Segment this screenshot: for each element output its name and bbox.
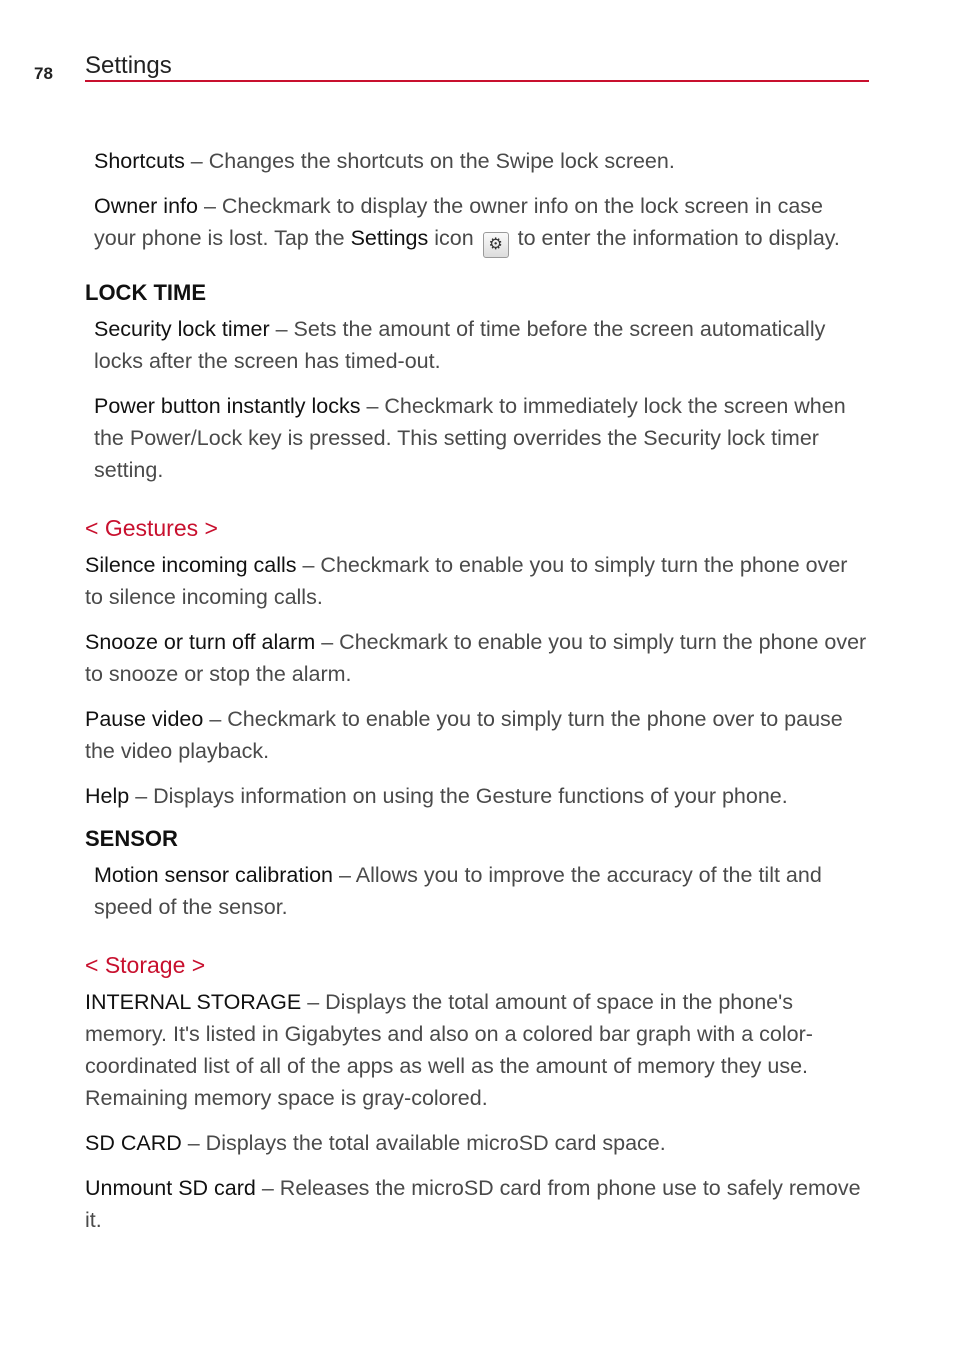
shortcuts-term: Shortcuts (94, 149, 185, 173)
snooze-alarm-desc: – Checkmark to enable you to simply turn the phone over to snooze or stop the alarm. (85, 630, 867, 686)
security-lock-timer-term: Security lock timer (94, 317, 270, 341)
sensor-heading: SENSOR (85, 826, 178, 851)
internal-storage-paragraph (85, 986, 869, 1114)
owner-info-paragraph (85, 190, 869, 258)
motion-sensor-paragraph (85, 859, 869, 923)
gestures-heading: < Gestures > (85, 515, 218, 541)
pause-video-desc: – Checkmark to enable you to simply turn the phone over to pause the video playback. (85, 707, 843, 763)
power-button-desc: – Checkmark to immediately lock the screen when the Power/Lock key is pressed. This setting overrides the Security lock timer setting. (94, 394, 846, 482)
snooze-alarm-term: Snooze or turn off alarm (85, 630, 316, 654)
power-button-paragraph (85, 390, 869, 486)
lock-time-heading: LOCK TIME (85, 280, 206, 305)
owner-info-desc-after: to enter the information to display. (511, 226, 840, 250)
unmount-sd-term: Unmount SD card (85, 1176, 256, 1200)
shortcuts-paragraph (85, 145, 869, 177)
sd-card-desc: – Displays the total available microSD card space. (181, 1131, 666, 1155)
pause-video-term: Pause video (85, 707, 204, 731)
owner-info-icon-word: icon (428, 226, 480, 250)
internal-storage-term: INTERNAL STORAGE (85, 990, 302, 1014)
motion-sensor-desc: – Allows you to improve the accuracy of the tilt and speed of the sensor. (94, 863, 822, 919)
gear-icon: ⚙ (483, 232, 509, 258)
internal-storage-desc: – Displays the total amount of space in the phone's memory. It's listed in Gigabytes and also on a colored bar graph with a color-coordinated list of all of the apps as well as the amount of memory they use. Remaining memory space is gray-colored. (85, 990, 813, 1110)
silence-calls-desc: – Checkmark to enable you to simply turn the phone over to silence incoming calls. (85, 553, 848, 609)
unmount-sd-paragraph (85, 1172, 869, 1236)
storage-heading: < Storage > (85, 952, 206, 978)
silence-calls-term: Silence incoming calls (85, 553, 297, 577)
sd-card-paragraph (85, 1127, 869, 1159)
owner-info-term: Owner info (94, 194, 198, 218)
unmount-sd-desc: – Releases the microSD card from phone use to safely remove it. (85, 1176, 861, 1232)
page-title: Settings (85, 52, 172, 79)
power-button-term: Power button instantly locks (94, 394, 361, 418)
pause-video-paragraph (85, 703, 869, 767)
motion-sensor-term: Motion sensor calibration (94, 863, 334, 887)
shortcuts-desc: – Changes the shortcuts on the Swipe lock screen. (184, 149, 675, 173)
help-term: Help (85, 784, 130, 808)
page-number: 78 (34, 64, 53, 83)
silence-calls-paragraph (85, 549, 869, 613)
page-content (85, 145, 869, 1249)
sd-card-term: SD CARD (85, 1131, 182, 1155)
settings-term: Settings (350, 226, 429, 250)
help-paragraph (85, 780, 869, 812)
header-divider (85, 80, 869, 82)
help-desc: – Displays information on using the Gesture functions of your phone. (129, 784, 788, 808)
security-lock-timer-desc: – Sets the amount of time before the screen automatically locks after the screen has timed-out. (94, 317, 826, 373)
owner-info-desc-before: – Checkmark to display the owner info on the lock screen in case your phone is lost. Tap the (94, 194, 823, 250)
snooze-alarm-paragraph (85, 626, 869, 690)
security-lock-timer-paragraph (85, 313, 869, 377)
